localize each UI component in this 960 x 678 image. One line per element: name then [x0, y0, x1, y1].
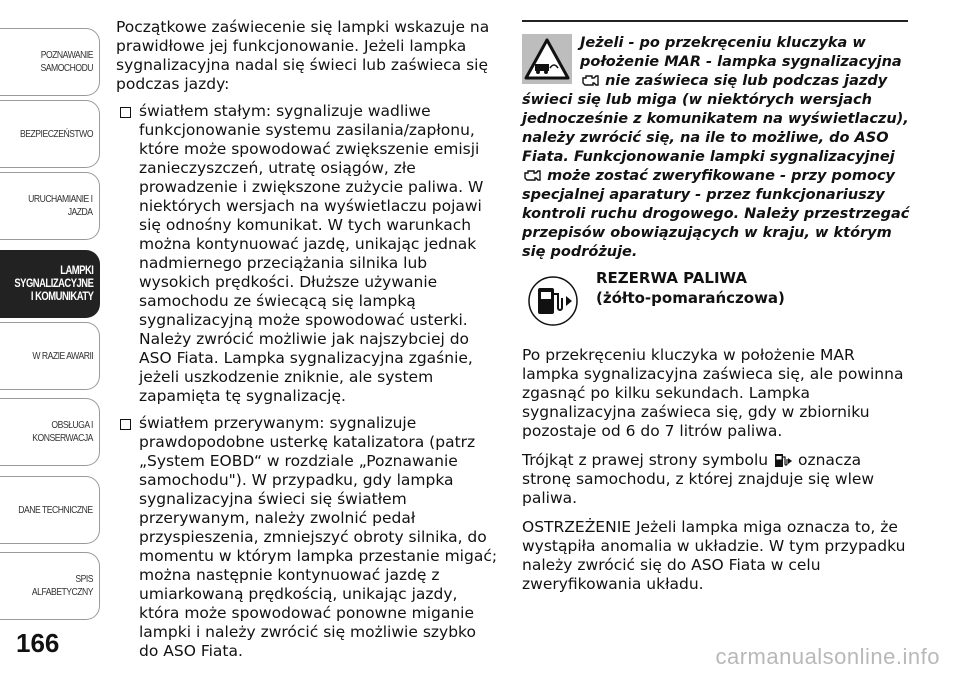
tab-label: DANE TECHNICZNE — [18, 503, 93, 516]
left-column — [116, 18, 498, 669]
list-item — [116, 414, 498, 661]
warning-box — [522, 34, 912, 262]
paragraph: OSTRZEŻENIE Jeżeli lampka miga oznacza to, że wystąpiła anomalia w układzie. W tym przypadku należy zwrócić się do ASO Fiata w celu zweryfikowania układu. — [522, 518, 906, 593]
paragraph-text: Trójkąt z prawej strony symbolu — [522, 451, 769, 469]
tab-dane-techniczne[interactable] — [0, 476, 100, 544]
tab-bezpieczenstwo[interactable] — [0, 100, 100, 168]
fuel-pump-icon — [773, 452, 793, 468]
fuel-pump-icon — [528, 276, 578, 326]
paragraph: Po przekręceniu kluczyka w położenie MAR lampka sygnalizacyjna zaświeca się, ale powinna zgasnąć po kilku sekundach. Lampka sygnalizacyjna zaświeca się, gdy w zbiorniku pozostaje od 6 do 7 litrów paliwa. — [522, 346, 904, 440]
tab-w-razie-awarii[interactable] — [0, 322, 100, 390]
tab-label: BEZPIECZEŃSTWO — [19, 127, 93, 140]
checkbox-bullet-icon — [120, 419, 131, 430]
engine-check-icon — [522, 168, 542, 182]
warning-triangle-icon — [522, 34, 572, 84]
tab-label: URUCHAMIANIE I JAZDA — [28, 193, 93, 218]
intro-paragraph: Początkowe zaświecenie się lampki wskazuje na prawidłowe jej funkcjonowanie. Jeżeli lampka sygnalizacyjna nadal się świeci lub zaświeca się podczas jazdy: — [116, 18, 490, 93]
section-divider — [522, 20, 908, 22]
heading-line: (żółto-pomarańczowa) — [596, 289, 785, 307]
fuel-description — [522, 346, 912, 604]
page-number: 166 — [16, 628, 60, 658]
checkbox-bullet-icon — [120, 107, 131, 118]
warning-text-1: Jeżeli - po przekręceniu kluczyka w położenie MAR - lampka sygnalizacyjna — [580, 35, 902, 70]
section-heading — [596, 268, 785, 308]
tab-label: SPIS ALFABETYCZNY — [31, 573, 94, 598]
tab-poznawanie-samochodu[interactable] — [0, 28, 100, 96]
warning-text-3: może zostać zweryfikowane - przy pomocy specjalnej aparatury - przez funkcjonariuszy kontroli ruchu drogowego. Należy przestrzegać przepisów obowiązujących w kraju, w którym się podróżuje. — [522, 168, 910, 260]
watermark: carmanualsonline.info — [715, 644, 940, 669]
paragraph-text: oznacza stronę samochodu, z której znajduje się wlew paliwa. — [522, 451, 875, 507]
tab-label: OBSŁUGA I KONSERWACJA — [32, 419, 93, 444]
tab-label: W RAZIE AWARII — [32, 349, 93, 362]
heading-line: REZERWA PALIWA — [596, 269, 748, 287]
list-item — [116, 102, 498, 406]
warning-text-2: nie zaświeca się lub podczas jazdy świeci się lub miga (w niektórych wersjach jednocześnie z komunikatem na wyświetlaczu), należy zwrócić się, na ile to możliwe, do ASO Fiata. Funkcjonowanie lampki sygnalizacyjnej — [522, 73, 909, 165]
tab-uruchamianie-jazda[interactable] — [0, 172, 100, 240]
tab-lampki-sygnalizacyjne[interactable] — [0, 250, 100, 318]
bullet-text: światłem stałym: sygnalizuje wadliwe funkcjonowanie systemu zasilania/zapłonu, które może spowodować zwiększenie emisji zanieczyszczeń, utratę osiągów, złe prowadzenie i zwiększone zużycie paliwa. W niektórych wersjach na wyświetlaczu pojawi się odnośny komunikat. W tych warunkach można kontynuować jazdę, unikając jednak nadmiernego przeciążania silnika lub wysokich prędkości. Dłuższe używanie samochodu ze świecącą się lampką sygnalizacyjną może spowodować usterki. Należy zwrócić możliwie jak najszybciej do ASO Fiata. Lampka sygnalizacyjna zgaśnie, jeżeli uszkodzenie zniknie, ale system zapamięta tę sygnalizację. — [139, 102, 484, 405]
tab-label: LAMPKI SYGNALIZACYJNE I KOMUNIKATY — [13, 264, 93, 303]
tab-spis-alfabetyczny[interactable] — [0, 552, 100, 620]
bullet-text: światłem przerywanym: sygnalizuje prawdopodobne usterkę katalizatora (patrz „System EOBD“ w rozdziale „Poznawanie samochodu"). W przypadku, gdy lampka sygnalizacyjna świeci się światłem przerywanym, należy zwolnić pedał przyspieszenia, zmniejszyć obroty silnika, do momentu w którym lampka przestanie migać; można następnie kontynuować jazdę z umiarkowaną prędkością, unikając jazdy, która może spowodować ponowne miganie lampki i należy zwrócić się możliwie szybko do ASO Fiata. — [139, 414, 498, 660]
tab-obsluga-konserwacja[interactable] — [0, 398, 100, 466]
tab-label: POZNAWANIE SAMOCHODU — [40, 49, 93, 74]
engine-check-icon — [580, 73, 600, 87]
paragraph — [522, 451, 912, 508]
